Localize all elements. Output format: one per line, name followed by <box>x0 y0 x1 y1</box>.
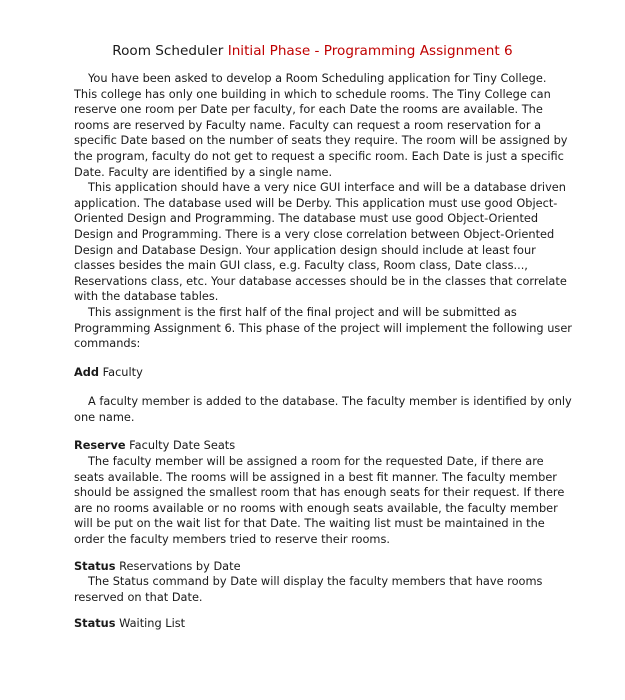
section-line: are no rooms available or no rooms with enough seats available, the faculty member <box>74 500 558 515</box>
command-name: Status <box>74 558 116 573</box>
intro-paragraphs <box>74 71 572 352</box>
section-reserve <box>74 438 564 547</box>
intro-line: You have been asked to develop a Room Scheduling application for Tiny College. <box>88 71 547 85</box>
intro-line: with the database tables. <box>74 289 219 304</box>
section-add-faculty <box>74 364 572 426</box>
intro-line: This college has only one building in which to schedule rooms. The Tiny College can <box>74 86 551 101</box>
intro-line: the program, faculty do not get to request a specific room. Each Date is just a specific <box>74 148 564 163</box>
command-args: Waiting List <box>115 616 186 631</box>
document-body <box>74 71 572 632</box>
page-title <box>0 42 625 60</box>
command-name: Add <box>74 364 100 379</box>
section-line: seats available. The rooms will be assigned in a best fit manner. The faculty member <box>74 469 557 484</box>
intro-line: Oriented Design and Programming. The database must use good Object-Oriented <box>74 211 539 226</box>
section-line: one name. <box>74 409 135 424</box>
command-args: Faculty Date Seats <box>125 438 236 453</box>
section-heading <box>74 616 564 632</box>
intro-line: Programming Assignment 6. This phase of the project will implement the following user <box>74 320 572 335</box>
intro-line: rooms are reserved by Faculty name. Faculty can request a room reservation for a <box>74 117 542 132</box>
section-line: order the faculty members tried to reserve their rooms. <box>74 532 390 547</box>
section-line: should be assigned the smallest room that has enough seats for their request. If there <box>74 485 565 500</box>
intro-line: This assignment is the first half of the final project and will be submitted as <box>88 304 517 319</box>
section-heading <box>74 559 564 575</box>
section-heading <box>74 365 564 381</box>
intro-line: specific Date based on the number of seats they require. The room will be assigned by <box>74 133 568 148</box>
section-line: The faculty member will be assigned a room for the requested Date, if there are <box>88 454 544 469</box>
section-status-wait <box>74 616 564 632</box>
intro-line: Design and Database Design. Your application design should include at least four <box>74 242 536 257</box>
section-line: A faculty member is added to the database. The faculty member is identified by only <box>88 394 572 409</box>
intro-line: classes besides the main GUI class, e.g. Faculty class, Room class, Date class..., <box>74 258 528 273</box>
intro-line: commands: <box>74 336 141 351</box>
intro-line: Date. Faculty are identified by a single name. <box>74 164 333 179</box>
intro-line: Reservations class, etc. Your database accesses should be in the classes that correlate <box>74 273 567 288</box>
command-args: Reservations by Date <box>115 558 241 573</box>
section-status-date <box>74 559 564 606</box>
command-name: Reserve <box>74 438 126 453</box>
title-accent: Initial Phase - Programming Assignment 6 <box>227 43 513 59</box>
section-line: will be put on the wait list for that Date. The waiting list must be maintained in the <box>74 516 545 531</box>
command-name: Status <box>74 616 116 631</box>
intro-line: application. The database used will be Derby. This application must use good Object- <box>74 195 558 210</box>
intro-line: Design and Programming. There is a very close correlation between Object-Oriented <box>74 226 555 241</box>
section-line: The Status command by Date will display the faculty members that have rooms <box>88 574 543 589</box>
section-heading <box>74 438 564 454</box>
intro-line: reserve one room per Date per faculty, for each Date the rooms are available. The <box>74 102 543 117</box>
intro-line: This application should have a very nice GUI interface and will be a database driven <box>88 180 566 195</box>
section-line: reserved on that Date. <box>74 589 203 604</box>
title-main: Room Scheduler <box>112 43 228 59</box>
command-args: Faculty <box>99 364 143 379</box>
